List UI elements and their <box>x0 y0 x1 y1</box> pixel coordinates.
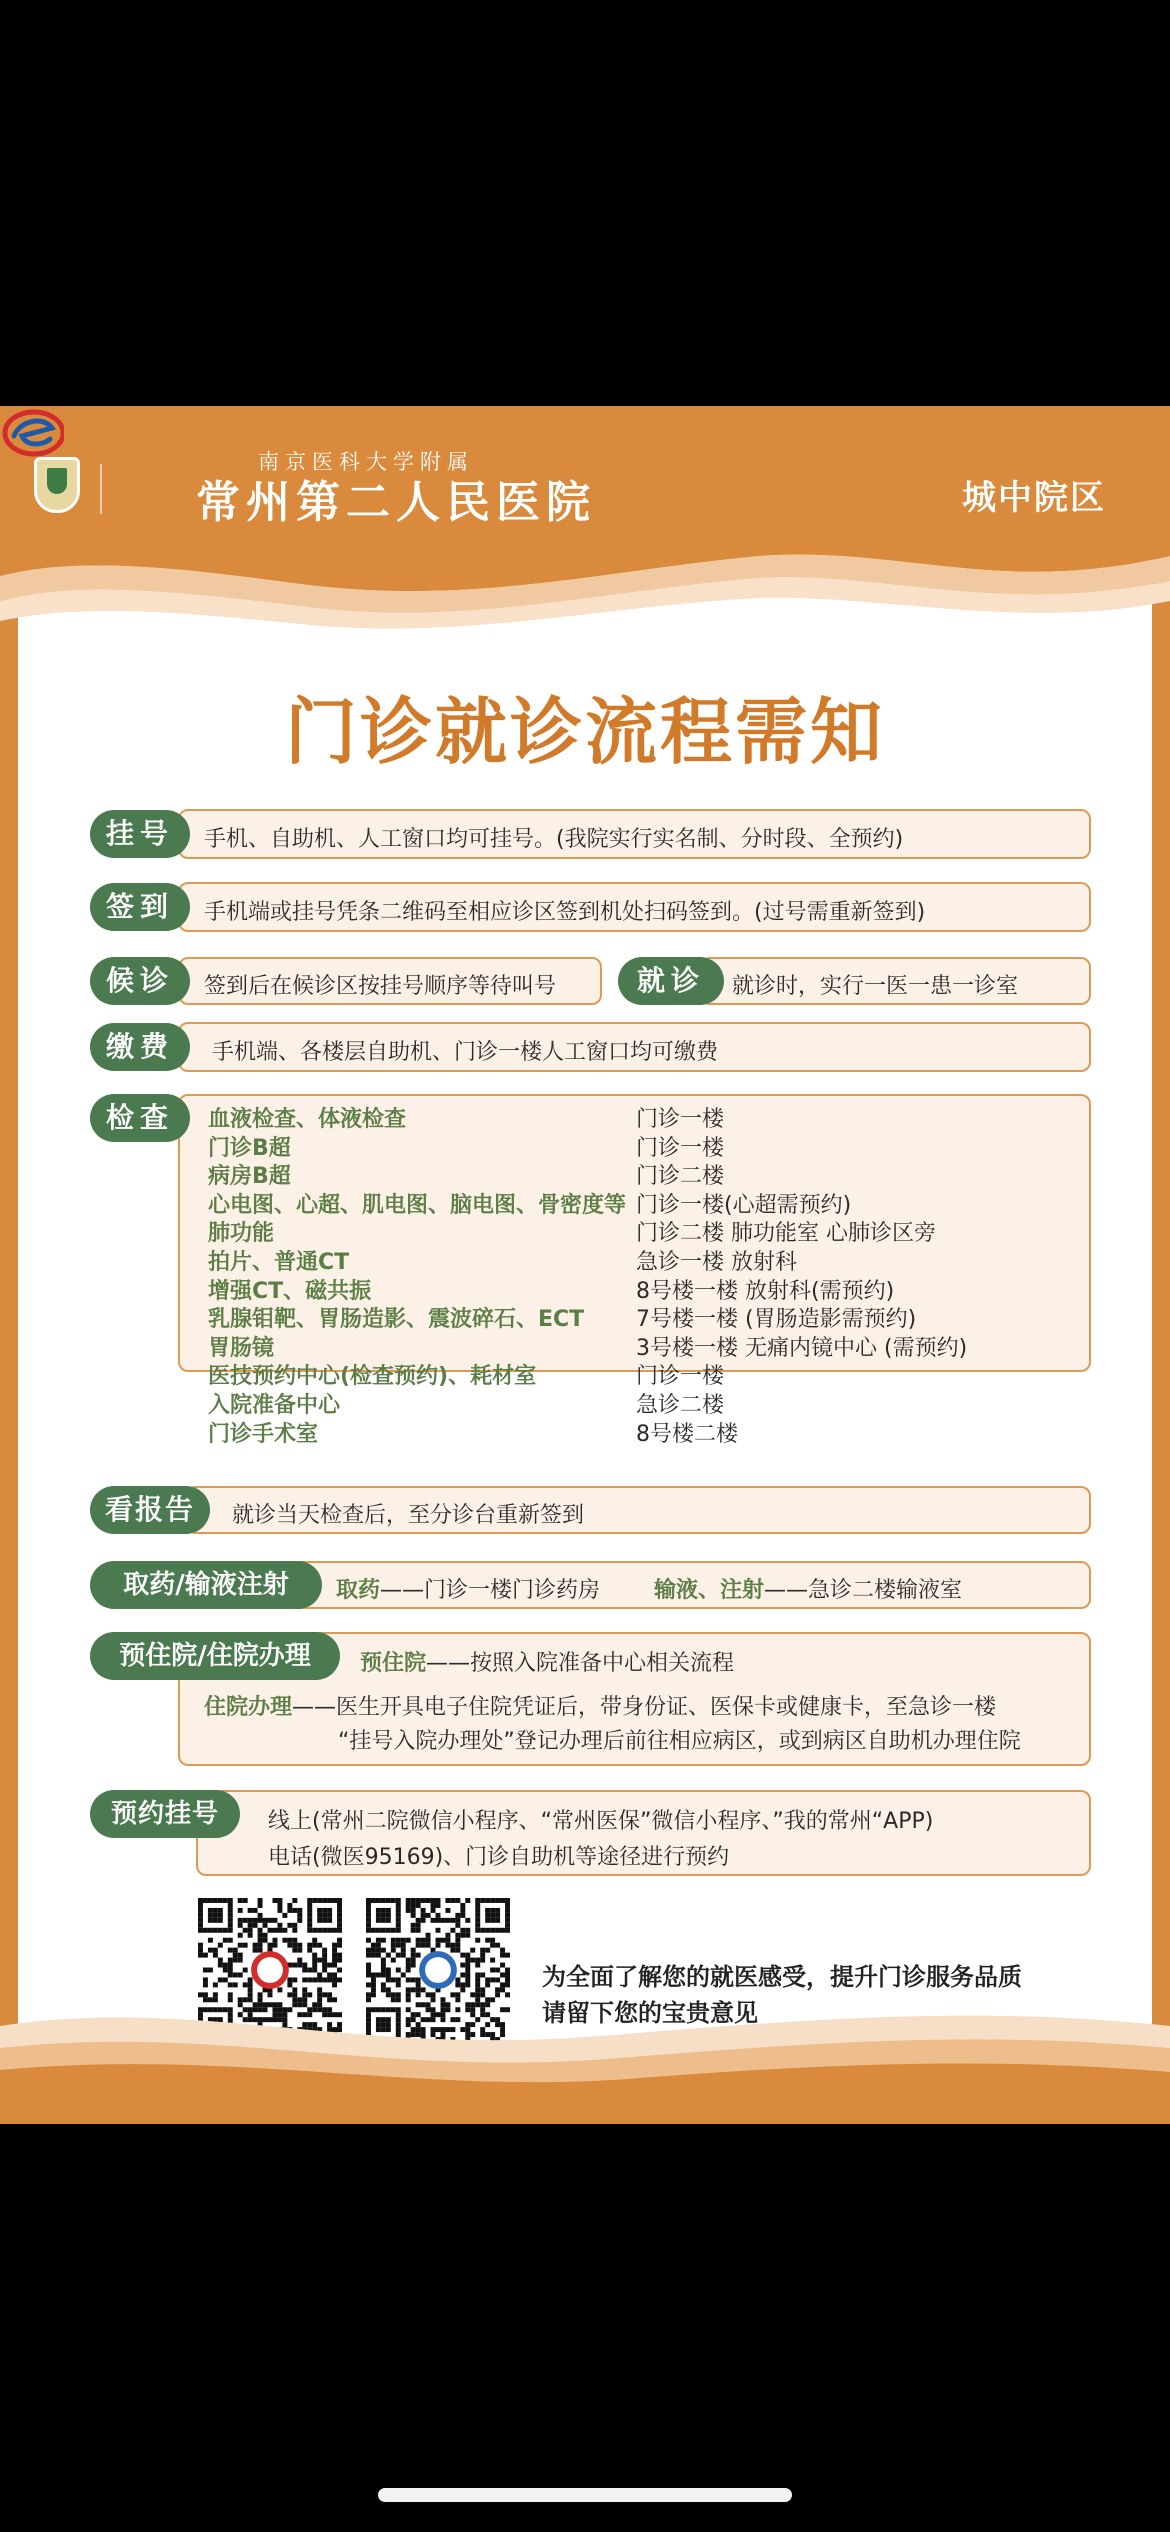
exam-location: 门诊一楼 <box>636 1135 725 1161</box>
payment-text: 手机端、各楼层自助机、门诊一楼人工窗口均可缴费 <box>212 1040 719 1065</box>
pre-admission-line <box>360 1646 734 1677</box>
wait-tag: 候诊 <box>90 957 190 1005</box>
hospital-name: 常州第二人民医院 <box>196 477 596 528</box>
pharmacy-text: ——门诊一楼门诊药房 <box>380 1578 601 1603</box>
checkin-text: 手机端或挂号凭条二维码至相应诊区签到机处扫码签到。(过号需重新签到) <box>204 900 926 925</box>
page-title: 门诊就诊流程需知 <box>284 690 885 774</box>
register-box <box>178 809 1091 859</box>
campus-label: 城中院区 <box>962 478 1106 518</box>
exam-location: 8号楼二楼 <box>636 1421 738 1447</box>
exam-item: 乳腺钼靶、胃肠造影、震波碎石、ECT <box>208 1307 585 1333</box>
admission-tag: 预住院/住院办理 <box>90 1632 340 1680</box>
admission-text-1: ——医生开具电子住院凭证后，带身份证、医保卡或健康卡，至急诊一楼 <box>292 1695 997 1720</box>
pharmacy-label: 取药 <box>336 1578 381 1603</box>
footer-wave <box>0 1986 1170 2124</box>
exam-location: 门诊一楼 <box>636 1107 725 1132</box>
hospital-crest-icon <box>34 457 80 513</box>
payment-tag: 缴费 <box>90 1023 190 1071</box>
exam-location: 门诊二楼 肺功能室 心肺诊区旁 <box>636 1221 936 1247</box>
exam-location: 门诊一楼 <box>636 1364 725 1390</box>
visit-text: 就诊时，实行一医一患一诊室 <box>732 974 1019 999</box>
exam-item: 拍片、普通CT <box>208 1249 350 1275</box>
hospital-poster <box>0 406 1170 2124</box>
feedback-line-2: 请留下您的宝贵意见 <box>542 1999 758 2027</box>
appointment-line-2: 电话(微医95169)、门诊自助机等途径进行预约 <box>268 1845 730 1870</box>
exam-item: 医技预约中心(检查预约)、耗材室 <box>208 1364 537 1390</box>
report-box <box>186 1486 1091 1534</box>
exam-location: 急诊一楼 放射科 <box>636 1249 797 1275</box>
hospital-affiliation: 南京医科大学附属 <box>258 450 474 474</box>
report-text: 就诊当天检查后，至分诊台重新签到 <box>232 1503 585 1528</box>
pre-admission-label: 预住院 <box>360 1651 427 1676</box>
exam-location: 8号楼一楼 放射科(需预约) <box>636 1278 895 1304</box>
appointment-line-1: 线上(常州二院微信小程序、“常州医保”微信小程序、”我的常州“APP) <box>268 1809 934 1834</box>
appointment-tag: 预约挂号 <box>90 1790 240 1838</box>
exam-locations <box>636 1106 967 1449</box>
appointment-box <box>196 1790 1091 1876</box>
infusion-text: ——急诊二楼输液室 <box>764 1578 963 1603</box>
pharmacy-line <box>336 1573 600 1604</box>
home-indicator[interactable] <box>378 2488 792 2502</box>
exam-location: 急诊二楼 <box>636 1392 725 1418</box>
payment-box <box>178 1022 1091 1072</box>
hospital-logo-icon <box>0 406 64 460</box>
exam-item: 肺功能 <box>208 1221 275 1247</box>
admission-line-1 <box>204 1690 996 1721</box>
exam-location: 7号楼一楼 (胃肠造影需预约) <box>636 1307 917 1333</box>
infusion-label: 输液、注射 <box>654 1578 765 1603</box>
infusion-line <box>654 1573 962 1604</box>
exam-location: 门诊一楼(心超需预约) <box>636 1192 852 1218</box>
exam-item: 胃肠镜 <box>208 1335 275 1361</box>
exam-item: 门诊B超 <box>208 1135 291 1161</box>
admission-line-2: “挂号入院办理处”登记办理后前往相应病区，或到病区自助机办理住院 <box>338 1729 1021 1754</box>
wait-text: 签到后在候诊区按挂号顺序等待叫号 <box>204 974 557 999</box>
medicine-tag: 取药/输液注射 <box>90 1561 322 1609</box>
medicine-box <box>290 1561 1091 1609</box>
wait-box <box>178 957 602 1005</box>
poster-header <box>0 406 1170 636</box>
exam-items <box>208 1106 626 1449</box>
exam-item: 门诊手术室 <box>208 1421 319 1447</box>
exam-item: 病房B超 <box>208 1164 291 1190</box>
exam-item: 入院准备中心 <box>208 1392 341 1418</box>
admission-label: 住院办理 <box>204 1695 293 1720</box>
exam-item: 心电图、心超、肌电图、脑电图、骨密度等 <box>208 1192 627 1218</box>
exam-location: 3号楼一楼 无痛内镜中心 (需预约) <box>636 1335 968 1361</box>
register-text: 手机、自助机、人工窗口均可挂号。(我院实行实名制、分时段、全预约) <box>204 827 904 852</box>
visit-tag: 就诊 <box>618 957 724 1005</box>
checkin-box <box>178 882 1091 932</box>
report-tag: 看报告 <box>90 1486 210 1534</box>
exam-tag: 检查 <box>90 1094 190 1142</box>
feedback-line-1: 为全面了解您的就医感受，提升门诊服务品质 <box>542 1963 1022 1991</box>
exam-location: 门诊二楼 <box>636 1164 725 1190</box>
exam-item: 血液检查、体液检查 <box>208 1107 407 1132</box>
visit-box <box>700 957 1091 1005</box>
exam-item: 增强CT、磁共振 <box>208 1278 372 1304</box>
register-tag: 挂号 <box>90 810 190 858</box>
checkin-tag: 签到 <box>90 883 190 931</box>
logo-divider <box>100 464 102 514</box>
pre-admission-text: ——按照入院准备中心相关流程 <box>426 1651 735 1676</box>
